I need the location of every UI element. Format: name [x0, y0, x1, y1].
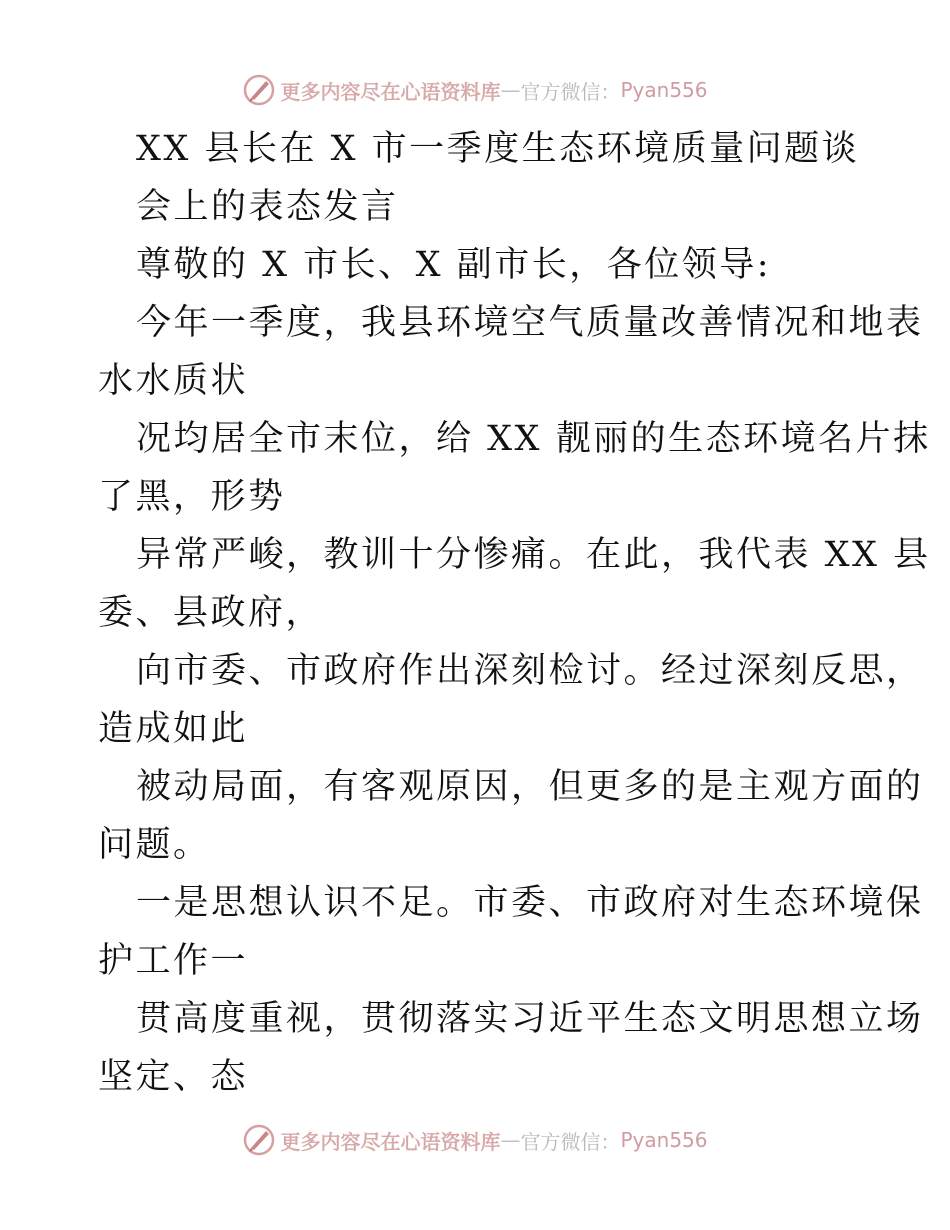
- watermark-footer: [0, 1120, 950, 1160]
- watermark-separator: —: [500, 1128, 521, 1152]
- salutation: 尊敬的 X 市长、X 副市长，各位领导:: [136, 245, 772, 285]
- text-line: 了黑，形势: [98, 477, 286, 517]
- watermark-header: [0, 70, 950, 110]
- watermark-official-label: 官方微信：: [520, 79, 621, 104]
- text-line: 况均居全市末位，给 XX 靓丽的生态环境名片抹: [136, 419, 931, 459]
- text-line: 问题。: [98, 825, 211, 865]
- watermark-separator: —: [500, 78, 521, 102]
- text-line: 贯高度重视，贯彻落实习近平生态文明思想立场: [136, 999, 924, 1039]
- text-line: 一是思想认识不足。市委、市政府对生态环境保: [136, 883, 924, 923]
- text-line: 委、县政府，: [98, 593, 324, 633]
- watermark-wechat-id: Pyan556: [620, 1128, 708, 1152]
- text-line: 坚定、态: [98, 1057, 249, 1097]
- text-line: 造成如此: [98, 709, 249, 749]
- text-line: 护工作一: [98, 941, 249, 981]
- text-line: 水水质状: [98, 361, 249, 401]
- watermark-text: 更多内容尽在心语资料库: [280, 79, 501, 104]
- text-line: 向市委、市政府作出深刻检讨。经过深刻反思，: [136, 651, 924, 691]
- quill-pen-icon: [242, 73, 276, 107]
- watermark-official-label: 官方微信：: [520, 1129, 621, 1154]
- text-line: 今年一季度，我县环境空气质量改善情况和地表: [136, 303, 924, 343]
- quill-pen-icon: [242, 1123, 276, 1157]
- text-line: 被动局面，有客观原因，但更多的是主观方面的: [136, 767, 924, 807]
- title-line-2: 会上的表态发言: [136, 187, 399, 227]
- watermark-wechat-id: Pyan556: [620, 78, 708, 102]
- document-body: [98, 120, 931, 1106]
- title-line-1: XX 县长在 X 市一季度生态环境质量问题谈: [136, 129, 860, 169]
- watermark-text: 更多内容尽在心语资料库: [280, 1129, 501, 1154]
- text-line: 异常严峻，教训十分惨痛。在此，我代表 XX 县: [136, 535, 931, 575]
